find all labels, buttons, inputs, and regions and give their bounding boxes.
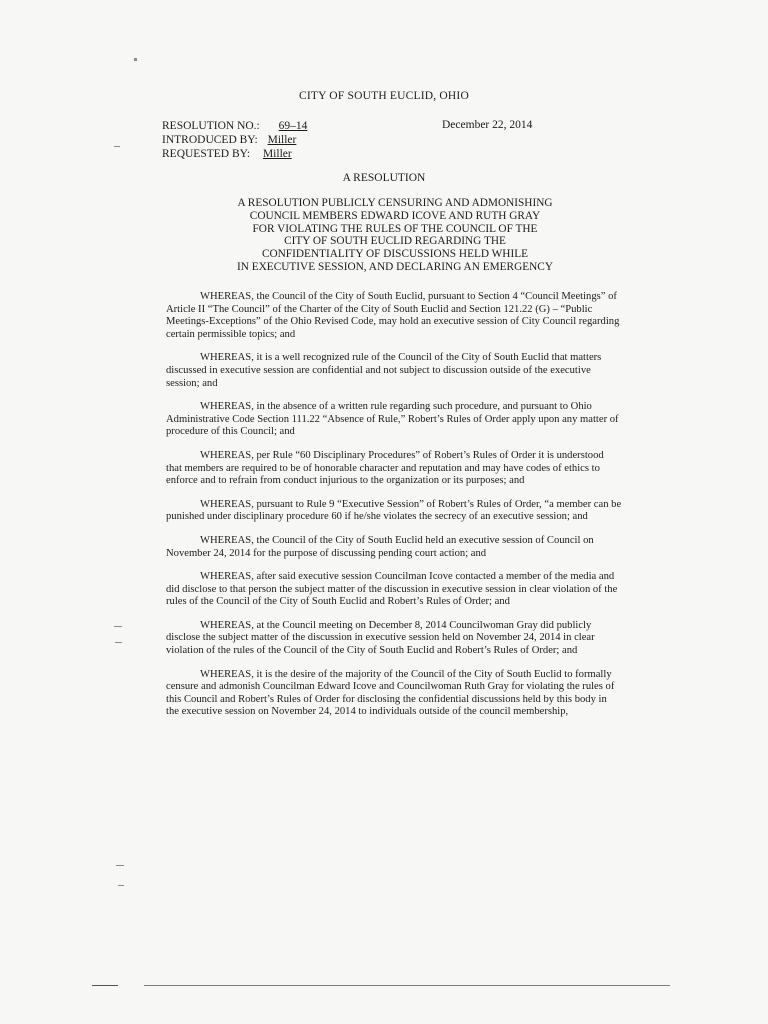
introduced-by-row [162,133,317,147]
whereas-paragraph: WHEREAS, it is a well recognized rule of the Council of the City of South Euclid that matters discussed in executive session are confidential and not subject to discussion outside of the executive session; and [166,352,602,389]
scan-edge-line [144,985,670,986]
title-line: COUNCIL MEMBERS EDWARD ICOVE AND RUTH GRAY [249,209,541,222]
whereas-paragraph: WHEREAS, after said executive session Councilman Icove contacted a member of the media and did disclose to that person the subject matter of the discussion in executive session in clear violation of the rules of the Council of the City of South Euclid and Robert’s Rules of Order; and [166,571,618,608]
resolution-number-row [162,119,317,133]
scan-mark [116,865,124,866]
scan-mark [118,885,124,886]
whereas-paragraph: WHEREAS, in the absence of a written rule regarding such procedure, and pursuant to Ohio Administrative Code Section 111.22 “Absence of Rule,” Robert’s Rules of Order apply upon any matter of procedure of this Council; and [166,401,619,438]
whereas-paragraph: WHEREAS, per Rule “60 Disciplinary Procedures” of Robert’s Rules of Order it is understood that members are required to be of honorable character and reputation and may have codes of ethics to enforce and to refrain from conduct injurious to the organization or its purposes; and [166,449,604,487]
introduced-by-label: INTRODUCED BY: [162,134,258,146]
scan-mark [114,626,122,627]
scan-mark [115,642,122,643]
whereas-paragraph: WHEREAS, at the Council meeting on December 8, 2014 Councilwoman Gray did publicly disclose the subject matter of the discussion in executive session held on November 24, 2014 in clear violation of the rules of the Council of the City of South Euclid and Robert’s Rules of Order; and [166,619,595,657]
title-line: FOR VIOLATING THE RULES OF THE COUNCIL OF THE [252,222,538,235]
requested-by-value: Miller [262,148,292,160]
resolution-title [200,197,590,274]
resolution-date: December 22, 2014 [442,119,533,131]
requested-by-row [162,147,317,161]
city-header: CITY OF SOUTH EUCLID, OHIO [299,90,469,102]
introduced-by-value: Miller [267,134,297,146]
title-line: CITY OF SOUTH EUCLID REGARDING THE [284,235,506,248]
title-line: A RESOLUTION PUBLICLY CENSURING AND ADMONISHING [237,197,553,209]
resolution-number-value: 69–14 [278,120,308,132]
scan-mark [114,146,120,147]
resolution-number-label: RESOLUTION NO.: [162,120,260,132]
title-line: IN EXECUTIVE SESSION, AND DECLARING AN EMERGENCY [237,260,553,273]
resolution-heading: A RESOLUTION [342,172,426,184]
whereas-paragraph: WHEREAS, it is the desire of the majority of the Council of the City of South Euclid to formally censure and admonish Councilman Edward Icove and Councilwoman Ruth Gray for violating the rules of this Council and Robert’s Rules of Order for disclosing the confidential discussions held by this body in the executive session on November 24, 2014 to individuals outside of the council membership, [166,668,615,718]
whereas-paragraph: WHEREAS, pursuant to Rule 9 “Executive Session” of Robert’s Rules of Order, “a member can be punished under disciplinary procedure 60 if he/she violates the secrecy of an executive session; and [166,498,622,523]
title-line: CONFIDENTIALITY OF DISCUSSIONS HELD WHILE [261,248,529,261]
resolution-meta [162,119,317,161]
scan-edge-line [92,985,118,986]
whereas-paragraph: WHEREAS, the Council of the City of South Euclid, pursuant to Section 4 “Council Meetings” of Article II “The Council” of the Charter of the City of South Euclid and Section 121.22 (G) – “Public Meetings-Exceptions” of the Ohio Revised Code, may hold an executive session of City Council regarding certain permissible topics; and [166,291,620,340]
scan-mark [134,58,137,61]
whereas-paragraph: WHEREAS, the Council of the City of South Euclid held an executive session of Council on November 24, 2014 for the purpose of discussing pending court action; and [166,534,594,559]
resolution-body [166,291,622,730]
requested-by-label: REQUESTED BY: [162,148,251,160]
